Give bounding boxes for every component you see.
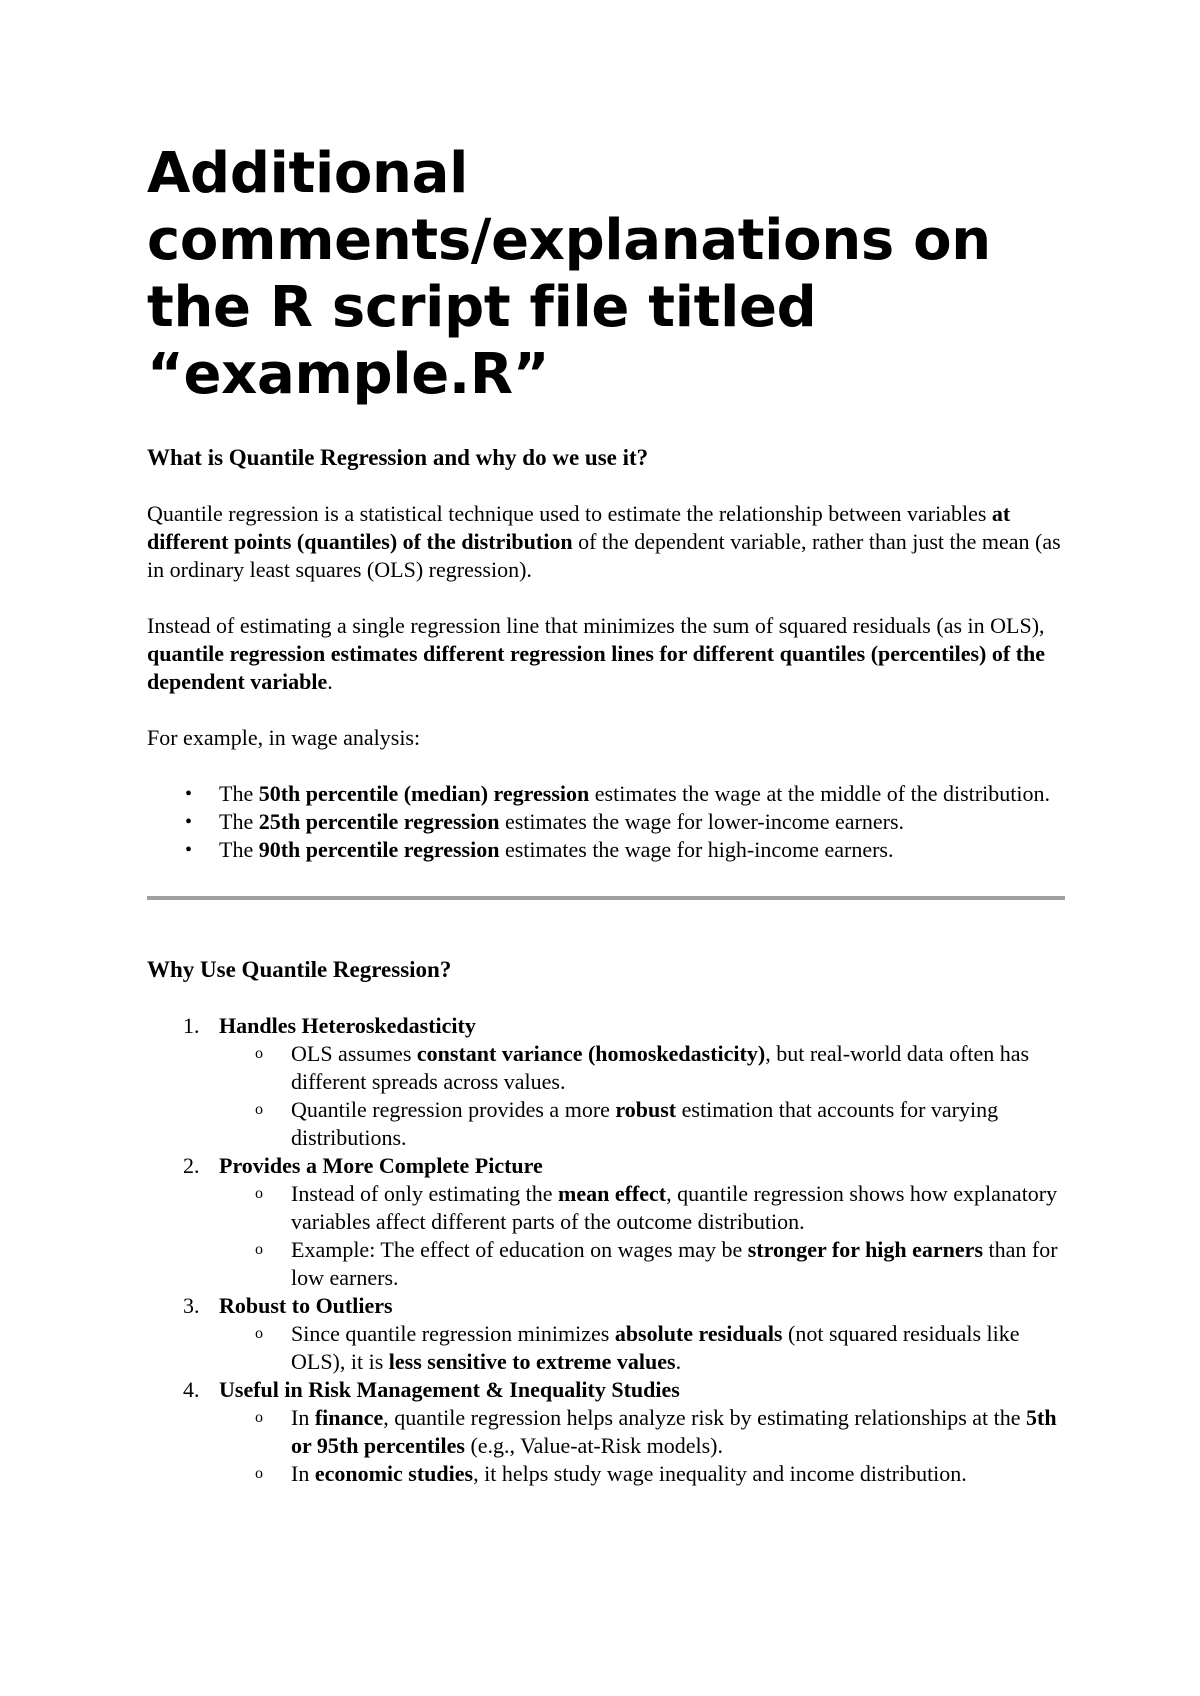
text-run: Example: The effect of education on wages may be <box>291 1237 748 1262</box>
item-title: Robust to Outliers <box>219 1293 393 1318</box>
text-run: estimates the wage for high-income earners. <box>499 837 894 862</box>
sub-bullet-list <box>219 1040 1065 1152</box>
sub-list-item <box>219 1180 1065 1236</box>
bold-run: 25th percentile regression <box>258 809 500 834</box>
bold-run: 90th percentile regression <box>258 837 500 862</box>
sub-list-item <box>219 1040 1065 1096</box>
text-run: , but real-world data often has different spreads across values. <box>291 1041 1030 1094</box>
text-run: than for low earners. <box>291 1237 1058 1290</box>
sub-list-item <box>219 1096 1065 1152</box>
item-title: Useful in Risk Management & Inequality Studies <box>219 1377 680 1402</box>
text-run: , quantile regression helps analyze risk by estimating relationships at the <box>383 1405 1027 1430</box>
numbered-item-1 <box>147 1012 1065 1152</box>
text-run: Since quantile regression minimizes <box>291 1321 615 1346</box>
text-run: (e.g., Value-at-Risk models). <box>464 1433 723 1458</box>
numbered-item-4 <box>147 1376 1065 1488</box>
item-number: 3. <box>183 1293 200 1318</box>
text-run: . <box>675 1349 682 1374</box>
numbered-item-3 <box>147 1292 1065 1376</box>
bullet-icon: • <box>185 811 193 833</box>
text-run: estimates the wage for lower-income earners. <box>499 809 905 834</box>
item-number: 2. <box>183 1153 200 1178</box>
bold-run: at different points (quantiles) of the distribution <box>147 501 1011 554</box>
sub-list-item <box>219 1320 1065 1376</box>
circle-bullet-icon: o <box>255 1409 263 1426</box>
sub-bullet-list <box>219 1320 1065 1376</box>
sub-list-item <box>219 1236 1065 1292</box>
document-title: Additional comments/explanations on the R script file titled “example.R” <box>147 141 991 407</box>
bold-run: constant variance (homoskedasticity) <box>416 1041 766 1066</box>
numbered-item-2 <box>147 1152 1065 1292</box>
text-run: Instead of only estimating the <box>291 1181 558 1206</box>
bold-run: 5th or 95th percentiles <box>291 1405 1057 1458</box>
item-title: Handles Heteroskedasticity <box>219 1013 476 1038</box>
document-page <box>147 140 1065 1488</box>
item-number: 1. <box>183 1013 200 1038</box>
bold-run: quantile regression estimates different regression lines for different quantiles (percentiles) of the dependent variable <box>147 641 1046 694</box>
circle-bullet-icon: o <box>255 1241 263 1258</box>
text-run: In <box>291 1405 315 1430</box>
bullet-icon: • <box>185 783 193 805</box>
bold-run: absolute residuals <box>614 1321 783 1346</box>
text-run: , it helps study wage inequality and income distribution. <box>473 1461 967 1486</box>
section-heading-what-is-quantile-regression: What is Quantile Regression and why do we use it? <box>147 445 649 470</box>
list-item <box>147 808 1065 836</box>
list-item <box>147 836 1065 864</box>
bullet-icon: • <box>185 839 193 861</box>
item-number: 4. <box>183 1377 200 1402</box>
paragraph-definition <box>147 500 1065 584</box>
circle-bullet-icon: o <box>255 1101 263 1118</box>
paragraph-example-intro: For example, in wage analysis: <box>147 725 421 750</box>
text-run: In <box>291 1461 315 1486</box>
circle-bullet-icon: o <box>255 1325 263 1342</box>
bold-run: 50th percentile (median) regression <box>258 781 590 806</box>
text-run: estimation that accounts for varying distributions. <box>291 1097 999 1150</box>
sub-bullet-list <box>219 1404 1065 1488</box>
text-run: OLS assumes <box>291 1041 417 1066</box>
item-title: Provides a More Complete Picture <box>219 1153 543 1178</box>
bold-run: robust <box>615 1097 677 1122</box>
text-run: The <box>219 837 259 862</box>
text-run: estimates the wage at the middle of the distribution. <box>589 781 1050 806</box>
text-run: Quantile regression is a statistical technique used to estimate the relationship between variables <box>147 501 992 526</box>
reasons-numbered-list <box>147 1012 1065 1488</box>
text-run: . <box>327 669 333 694</box>
section-heading-why-use: Why Use Quantile Regression? <box>147 957 452 982</box>
text-run: Instead of estimating a single regression line that minimizes the sum of squared residuals (as in OLS), <box>147 613 1045 638</box>
circle-bullet-icon: o <box>255 1185 263 1202</box>
bold-run: finance <box>314 1405 384 1430</box>
list-item <box>147 780 1065 808</box>
sub-list-item <box>219 1460 1065 1488</box>
text-run: of the dependent variable, rather than just the mean (as in ordinary least squares (OLS) regression). <box>147 529 1061 582</box>
text-run: , quantile regression shows how explanatory variables affect different parts of the outcome distribution. <box>291 1181 1058 1234</box>
sub-bullet-list <box>219 1180 1065 1292</box>
paragraph-instead-of-ols <box>147 612 1065 696</box>
percentile-bullet-list <box>147 780 1065 864</box>
circle-bullet-icon: o <box>255 1045 263 1062</box>
circle-bullet-icon: o <box>255 1465 263 1482</box>
text-run: The <box>219 809 259 834</box>
text-run: (not squared residuals like OLS), it is <box>291 1321 1020 1374</box>
bold-run: stronger for high earners <box>747 1237 984 1262</box>
bold-run: mean effect <box>558 1181 667 1206</box>
text-run: Quantile regression provides a more <box>291 1097 616 1122</box>
text-run: The <box>219 781 259 806</box>
sub-list-item <box>219 1404 1065 1460</box>
bold-run: less sensitive to extreme values <box>388 1349 676 1374</box>
bold-run: economic studies <box>314 1461 474 1486</box>
